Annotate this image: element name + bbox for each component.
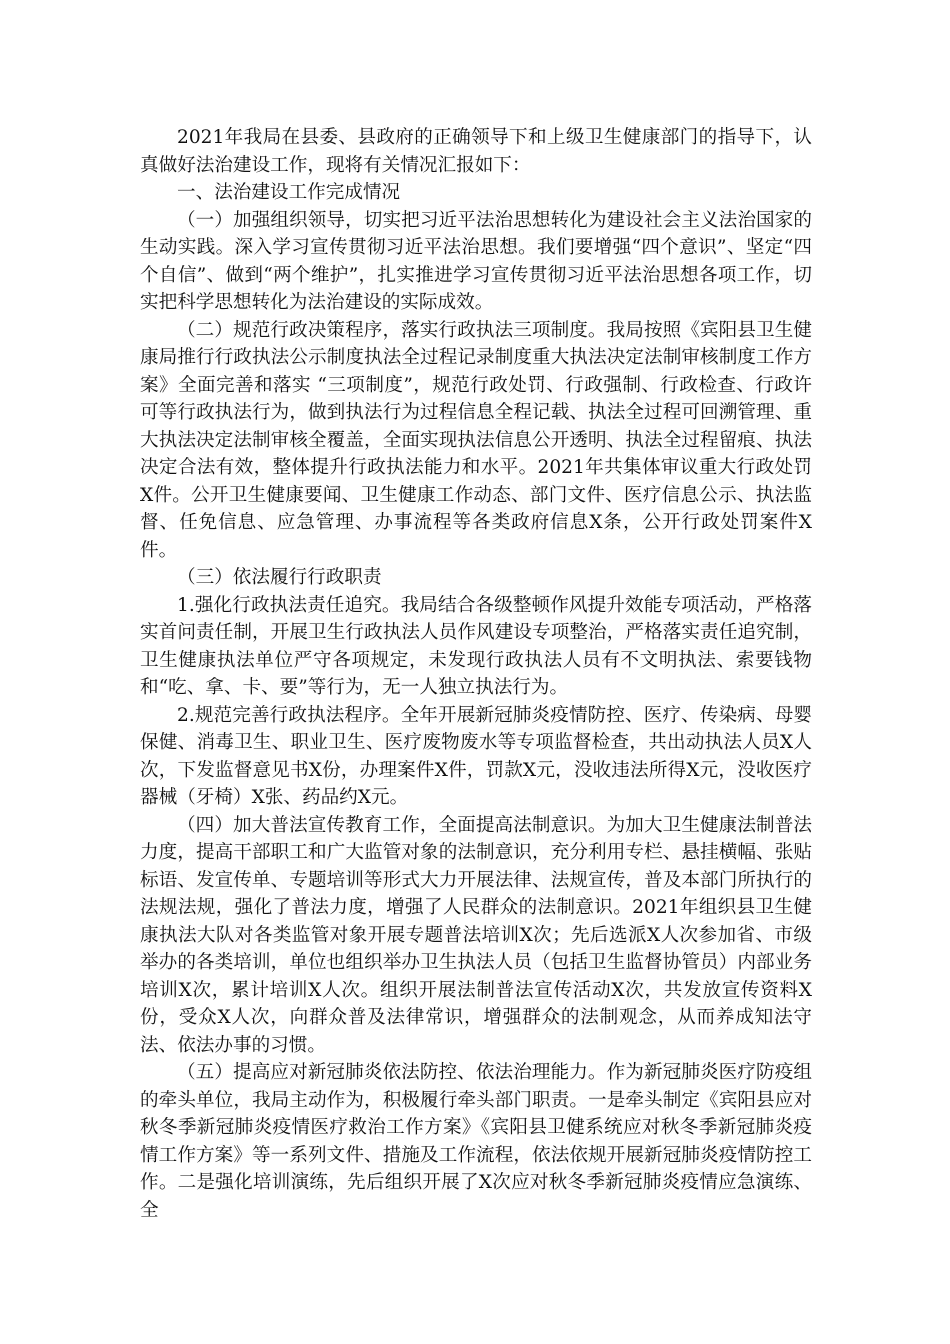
paragraph-part-5: （五）提高应对新冠肺炎依法防控、依法治理能力。作为新冠肺炎医疗防疫组的牵头单位，我局主动作为，积极履行牵头部门职责。一是牵头制定《宾阳县应对秋冬季新冠肺炎疫情医疗救治工作方案》《宾阳县卫健系统应对秋冬季新冠肺炎疫情工作方案》等一系列文件、措施及工作流程，依法依规开展新冠肺炎疫情防控工作。二是强化培训演练，先后组织开展了X次应对秋冬季新冠肺炎疫情应急演练、全 [140, 1062, 812, 1221]
subheading-part-3: （三）依法履行行政职责 [177, 567, 382, 588]
section-heading-1: 一、法治建设工作完成情况 [177, 182, 401, 203]
paragraph-item-1: 1.强化行政执法责任追究。我局结合各级整顿作风提升效能专项活动，严格落实首问责任制，开展卫生行政执法人员作风建设专项整治，严格落实责任追究制，卫生健康执法单位严守各项规定，未发现行政执法人员有不文明执法、索要钱物和“吃、拿、卡、要”等行为，无一人独立执法行为。 [140, 594, 812, 698]
paragraph-part-1: （一）加强组织领导，切实把习近平法治思想转化为建设社会主义法治国家的生动实践。深入学习宣传贯彻习近平法治思想。我们要增强“四个意识”、坚定“四个自信”、做到“两个维护”，扎实推进学习宣传贯彻习近平法治思想各项工作，切实把科学思想转化为法治建设的实际成效。 [140, 209, 812, 313]
paragraph-part-2: （二）规范行政决策程序，落实行政执法三项制度。我局按照《宾阳县卫生健康局推行行政执法公示制度执法全过程记录制度重大执法决定法制审核制度工作方案》全面完善和落实 “三项制度”，规范行政处罚、行政强制、行政检查、行政许可等行政执法行为，做到执法行为过程信息全程记载、执法全过程可回溯管理、重大执法决定法制审核全覆盖，全面实现执法信息公开透明、执法全过程留痕、执法决定合法有效，整体提升行政执法能力和水平。2021年共集体审议重大行政处罚X件。公开卫生健康要闻、卫生健康工作动态、部门文件、医疗信息公示、执法监督、任免信息、应急管理、办事流程等各类政府信息X条，公开行政处罚案件X件。 [140, 319, 812, 561]
document-body [140, 124, 812, 1224]
paragraph-item-2: 2.规范完善行政执法程序。全年开展新冠肺炎疫情防控、医疗、传染病、母婴保健、消毒卫生、职业卫生、医疗废物废水等专项监督检查，共出动执法人员X人次，下发监督意见书X份，办理案件X件，罚款X元，没收违法所得X元，没收医疗器械（牙椅）X张、药品约X元。 [140, 704, 812, 808]
intro-paragraph: 2021年我局在县委、县政府的正确领导下和上级卫生健康部门的指导下，认真做好法治建设工作，现将有关情况汇报如下： [140, 127, 812, 176]
paragraph-part-4: （四）加大普法宣传教育工作，全面提高法制意识。为加大卫生健康法制普法力度，提高干部职工和广大监管对象的法制意识，充分利用专栏、悬挂横幅、张贴标语、发宣传单、专题培训等形式大力开展法律、法规宣传，普及本部门所执行的法规法规，强化了普法力度，增强了人民群众的法制意识。2021年组织县卫生健康执法大队对各类监管对象开展专题普法培训X次；先后选派X人次参加省、市级举办的各类培训，单位也组织举办卫生执法人员（包括卫生监督协管员）内部业务培训X次，累计培训X人次。组织开展法制普法宣传活动X次，共发放宣传资料X份，受众X人次，向群众普及法律常识，增强群众的法制观念，从而养成知法守法、依法办事的习惯。 [140, 814, 812, 1056]
